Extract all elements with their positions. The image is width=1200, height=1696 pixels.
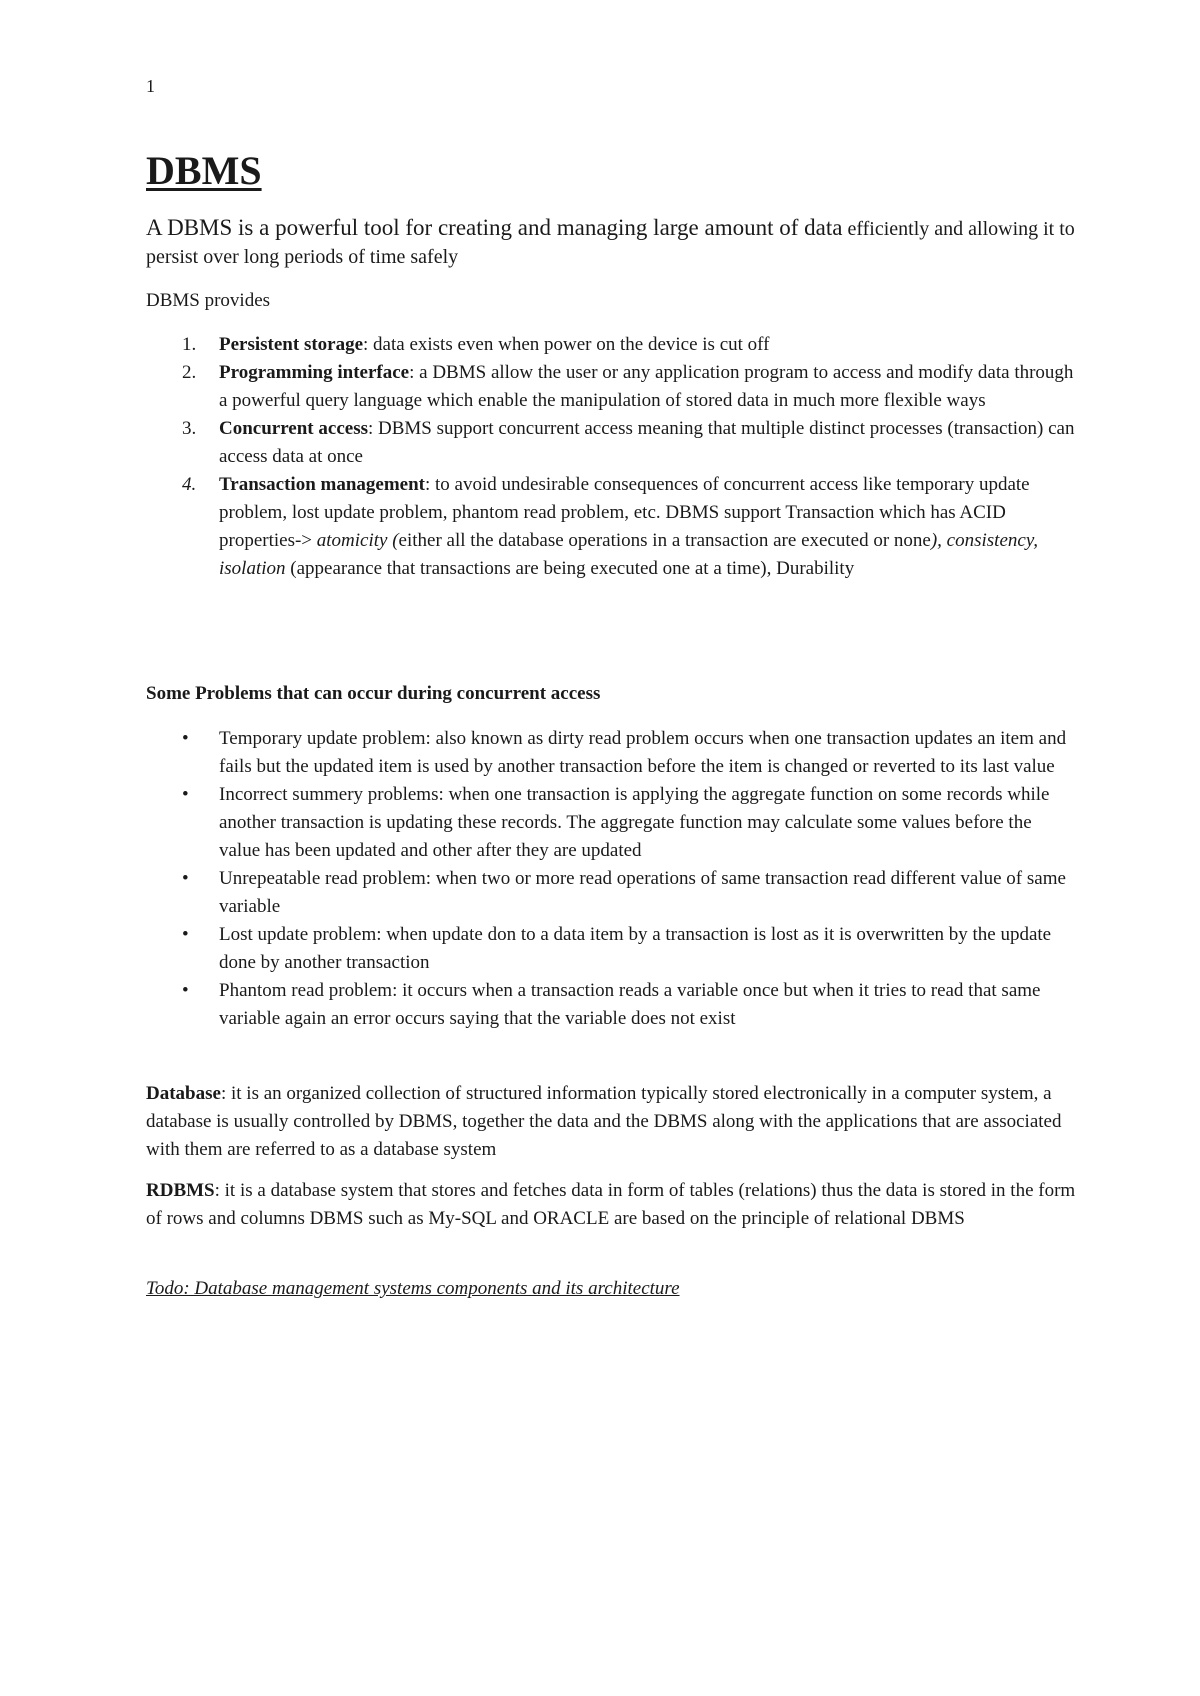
feature-item [146,471,1076,583]
database-definition [146,1080,1076,1164]
intro-rest: efficiently and allowing it to persist over long periods of time safely [146,218,1075,268]
feature-term: Concurrent access [219,418,368,439]
problems-list [146,725,1076,1033]
database-term: Database [146,1083,221,1104]
feature-number: 4. [182,474,197,495]
intro-paragraph [146,214,1076,271]
document-title: DBMS [146,148,262,193]
intro-lead: A DBMS is a powerful tool for creating and managing large amount of data [146,215,843,240]
rdbms-text: : it is a database system that stores and fetches data in form of tables (relations) thus the data is stored in the form of rows and columns DBMS such as My-SQL and ORACLE are based on the principle of relational DBMS [146,1180,1076,1229]
feature-term: Programming interface [219,362,410,383]
problem-item: • Phantom read problem: it occurs when a transaction reads a variable once but when it tries to read that same variable again an error occurs saying that the variable does not exist [146,977,1076,1033]
feature-text: : to avoid undesirable consequences of concurrent access like temporary update problem, lost update problem, phantom read problem, etc. DBMS support Transaction which has ACID properties-> [219,474,1030,551]
problems-heading: Some Problems that can occur during concurrent access [146,683,601,704]
feature-term: Persistent storage [219,334,364,355]
rdbms-definition [146,1177,1076,1233]
acid-consistency-isolation: ), consistency, isolation [219,530,1038,579]
rdbms-term: RDBMS [146,1180,215,1201]
feature-item [146,415,1076,471]
todo-note: Todo: Database management systems components and its architecture [146,1278,680,1299]
database-text: : it is an organized collection of structured information typically stored electronically in a computer system, a database is usually controlled by DBMS, together the data and the DBMS along with the applications that are associated with them are referred to as a database system [146,1083,1062,1160]
problem-item: • Unrepeatable read problem: when two or more read operations of same transaction read different value of same variable [146,865,1076,921]
page-number: 1 [146,76,155,96]
feature-text: : DBMS support concurrent access meaning that multiple distinct processes (transaction) can access data at once [219,418,1075,467]
problem-item: • Incorrect summery problems: when one transaction is applying the aggregate function on some records while another transaction is updating these records. The aggregate function may calculate some values before the value has been updated and other after they are updated [146,781,1076,865]
atomicity-detail: either all the database operations in a transaction are executed or none [398,530,931,551]
feature-number: 1. [182,334,197,355]
features-list [146,331,1076,583]
feature-item [146,359,1076,415]
problem-item: • Temporary update problem: also known as dirty read problem occurs when one transaction updates an item and fails but the updated item is used by another transaction before the item is changed or reverted to its last value [146,725,1076,781]
feature-number: 2. [182,362,197,383]
acid-atomicity: atomicity ( [316,530,399,551]
provides-label: DBMS provides [146,290,271,311]
feature-item [146,331,1076,359]
feature-number: 3. [182,418,197,439]
feature-term: Transaction management [219,474,425,495]
feature-text: : a DBMS allow the user or any application program to access and modify data through a powerful query language which enable the manipulation of stored data in much more flexible ways [219,362,1074,411]
feature-text: : data exists even when power on the device is cut off [363,334,770,355]
isolation-detail: (appearance that transactions are being executed one at a time), Durability [285,558,855,579]
problem-item: • Lost update problem: when update don to a data item by a transaction is lost as it is overwritten by the update done by another transaction [146,921,1076,977]
